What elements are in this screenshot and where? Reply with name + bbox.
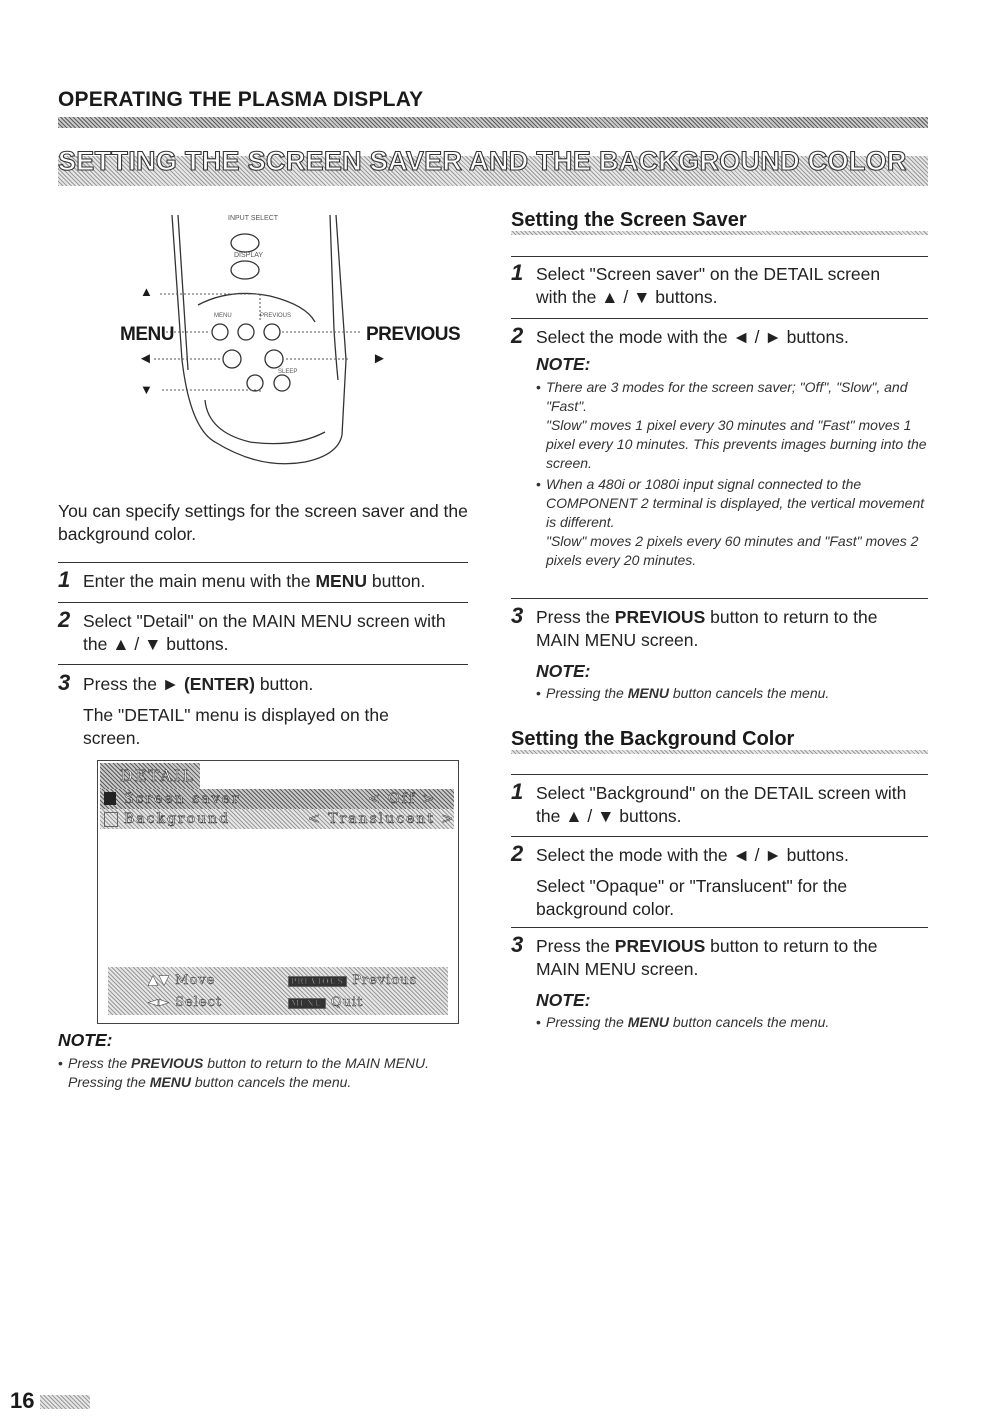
note-heading: NOTE: [536,990,591,1010]
step-text: Press the [536,936,615,956]
leftright-icon: ◄► [148,995,170,1010]
screen-saver-icon [104,792,116,805]
page-title: SETTING THE SCREEN SAVER AND THE BACKGROUND COLOR [58,146,907,176]
footer-action: Move [175,973,216,988]
footer-action: Previous [352,973,418,988]
note-item [536,378,928,473]
screen-saver-step-2 [511,323,928,570]
step-number: 2 [58,607,71,632]
step-text: Select "Background" on the DETAIL screen with the ▲ / ▼ buttons. [536,783,907,826]
menu-key-icon: MENU [288,998,326,1009]
note-item [536,475,928,570]
note-line: • There are 3 modes for the screen saver; "Off", "Slow", and "Fast". [546,379,908,414]
right-arrow-icon: ► [372,350,387,367]
divider [58,664,468,665]
divider [58,562,468,563]
previous-small-label: PREVIOUS [260,313,292,319]
left-step-1 [58,567,468,593]
up-arrow-icon: ▲ [140,284,153,299]
note-heading: NOTE: [58,1030,113,1050]
step-text: button to return to the MAIN MENU screen. [536,936,878,979]
display-label: DISPLAY [234,252,264,259]
step-extra: The "DETAIL" menu is displayed on the screen. [83,705,389,748]
osd-row-value: < Off > [368,791,437,807]
divider [511,598,928,599]
osd-row-value: < Translucent > [308,811,456,827]
down-arrow-icon: ▼ [140,382,153,397]
intro-text: You can specify settings for the screen saver and the background color. [58,501,468,544]
heading-underline [511,231,928,235]
step-number: 2 [511,323,524,348]
heading-underline [511,750,928,754]
divider [511,774,928,775]
left-arrow-icon: ◄ [138,350,153,367]
input-select-label: INPUT SELECT [228,215,279,222]
enter-button-ref: ► (ENTER) [161,674,255,694]
menu-button-ref: MENU [315,571,368,591]
step-number: 1 [58,567,71,592]
screen-saver-step-1 [511,260,928,309]
updown-icon: ▲▼ [148,973,170,988]
step-text: Select "Detail" on the MAIN MENU screen with the ▲ / ▼ buttons. [83,611,446,654]
note-item: • Pressing the MENU button cancels the menu. [536,684,928,703]
note-item: • Press the PREVIOUS button to return to the MAIN MENU. Pressing the MENU button cancels the menu. [58,1054,463,1092]
left-step-3 [58,670,468,750]
step-number: 1 [511,260,524,285]
osd-row-label: Background [124,811,231,827]
note-heading: NOTE: [536,661,591,681]
header-hatch-bar [58,117,928,128]
step-text: Press the [83,674,162,694]
note-line: "Slow" moves 1 pixel every 30 minutes and "Fast" moves 1 pixel every 10 minutes. This prevents images burning into the screen. [546,417,927,471]
osd-row-label: Screen saver [124,791,241,807]
background-step-3 [511,932,928,1032]
footer-action: Quit [330,995,364,1010]
divider [511,836,928,837]
left-step-2 [58,607,468,656]
divider [58,602,468,603]
remote-diagram [110,210,480,480]
note-item: • Pressing the MENU button cancels the menu. [536,1013,928,1032]
detail-tab-label: DETAIL [120,766,195,785]
step-text: Press the [536,607,615,627]
page-number-hatch [40,1395,90,1409]
note-heading: NOTE: [536,354,591,374]
divider [511,256,928,257]
previous-key-icon: PREVIOUS [288,976,347,987]
previous-button-ref: PREVIOUS [614,607,706,627]
detail-menu-screen [97,760,459,1024]
note-line: "Slow" moves 2 pixels every 60 minutes and "Fast" moves 2 pixels every 20 minutes. [546,533,919,568]
divider [511,318,928,319]
page-number: 16 [10,1388,35,1413]
step-text: button to return to the MAIN MENU screen. [536,607,878,650]
screen-saver-heading: Setting the Screen Saver [511,209,747,231]
background-step-1 [511,779,928,828]
left-note [58,1030,468,1092]
osd-footer-move [148,973,215,988]
step-text: Select the mode with the ◄ / ► buttons. [536,845,849,865]
step-text: button. [254,674,314,694]
step-text: Select the mode with the ◄ / ► buttons. [536,327,849,347]
divider [511,927,928,928]
step-text: button. [367,571,426,591]
step-number: 1 [511,779,524,804]
step-number: 3 [511,603,524,628]
step-number: 3 [511,932,524,957]
background-icon [104,812,118,827]
step-number: 2 [511,841,524,866]
step-number: 3 [58,670,71,695]
menu-small-label: MENU [214,313,232,319]
note-line: • When a 480i or 1080i input signal connected to the COMPONENT 2 terminal is displayed, the vertical movement is different. [546,476,925,530]
background-heading: Setting the Background Color [511,728,795,750]
step-extra: Select "Opaque" or "Translucent" for the background color. [536,876,848,919]
screen-saver-step-3 [511,603,928,703]
menu-callout: MENU [120,324,174,345]
osd-footer-select [148,995,222,1010]
osd-footer-previous [288,973,417,988]
section-label: OPERATING THE PLASMA DISPLAY [58,88,424,111]
previous-button-ref: PREVIOUS [614,936,706,956]
step-text: Select "Screen saver" on the DETAIL screen with the ▲ / ▼ buttons. [536,264,881,307]
previous-callout: PREVIOUS [366,324,461,345]
background-step-2 [511,841,928,921]
footer-action: Select [175,995,223,1010]
sleep-label: SLEEP [278,369,298,375]
step-text: Enter the main menu with the [83,571,316,591]
osd-footer-quit [288,995,363,1010]
